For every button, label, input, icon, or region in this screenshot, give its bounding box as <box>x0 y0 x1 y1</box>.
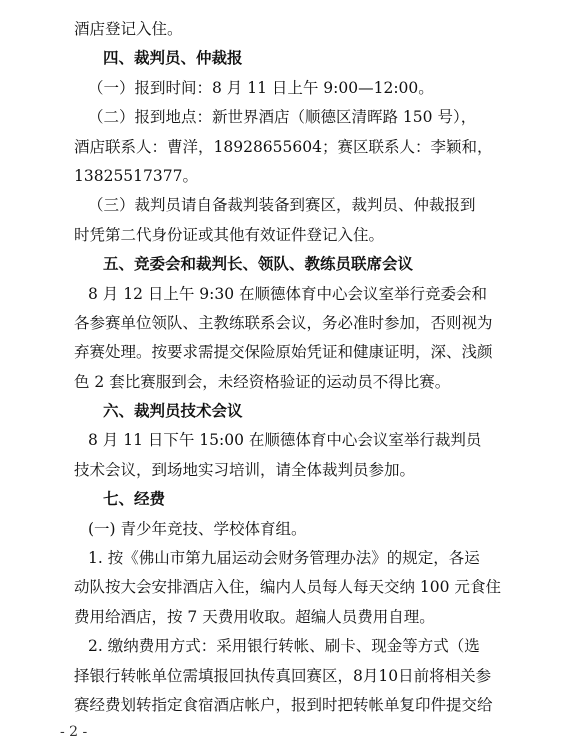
text-line: 择银行转帐单位需填报回执传真回赛区，8月10日前将相关参 <box>74 666 492 685</box>
text-line: 赛经费划转指定食宿酒店帐户，报到时把转帐单复印件提交给 <box>74 696 493 714</box>
text-line: 时凭第二代身份证或其他有效证件登记入住。 <box>74 225 385 244</box>
text-line: （二）报到地点：新世界酒店（顺德区清晖路 150 号）， <box>88 108 477 127</box>
text-line: 8 月 11 日下午 15:00 在顺德体育中心会议室举行裁判员 <box>88 431 482 450</box>
text-line: 1. 按《佛山市第九届运动会财务管理办法》的规定，各运 <box>88 549 480 568</box>
page-number: - 2 - <box>60 724 88 740</box>
text-line: 弃赛处理。按要求需提交保险原始凭证和健康证明，深、浅颜 <box>74 343 493 362</box>
text-line: 酒店联系人：曹洋，18928655604；赛区联系人：李颖和， <box>74 137 493 156</box>
text-line: (一) 青少年竞技、学校体育组。 <box>88 519 307 538</box>
text-line: 8 月 12 日上午 9:30 在顺德体育中心会议室举行竞委会和 <box>88 284 488 303</box>
section-heading: 六、裁判员技术会议 <box>103 401 243 421</box>
text-line: 动队按大会安排酒店入住，编内人员每人每天交纳 100 元食住 <box>74 578 501 597</box>
text-line: 13825517377。 <box>74 166 198 185</box>
text-line: 色 2 套比赛服到会，未经资格验证的运动员不得比赛。 <box>74 372 451 391</box>
section-heading: 七、经费 <box>103 489 166 509</box>
text-line: 酒店登记入住。 <box>74 20 183 38</box>
text-line: 2. 缴纳费用方式：采用银行转帐、刷卡、现金等方式（选 <box>88 637 480 656</box>
text-line: 各参赛单位领队、主教练联系会议，务必准时参加，否则视为 <box>74 313 493 332</box>
text-line: （一）报到时间：8 月 11 日上午 9:00—12:00。 <box>88 78 434 97</box>
text-line: 费用给酒店，按 7 天费用收取。超编人员费用自理。 <box>74 607 435 626</box>
text-line: 技术会议，到场地实习培训，请全体裁判员参加。 <box>74 460 416 479</box>
text-line: （三）裁判员请自备裁判装备到赛区，裁判员、仲裁报到 <box>88 196 476 215</box>
section-heading: 五、竞委会和裁判长、领队、教练员联席会议 <box>103 254 414 274</box>
section-heading: 四、裁判员、仲裁报 <box>103 48 243 68</box>
